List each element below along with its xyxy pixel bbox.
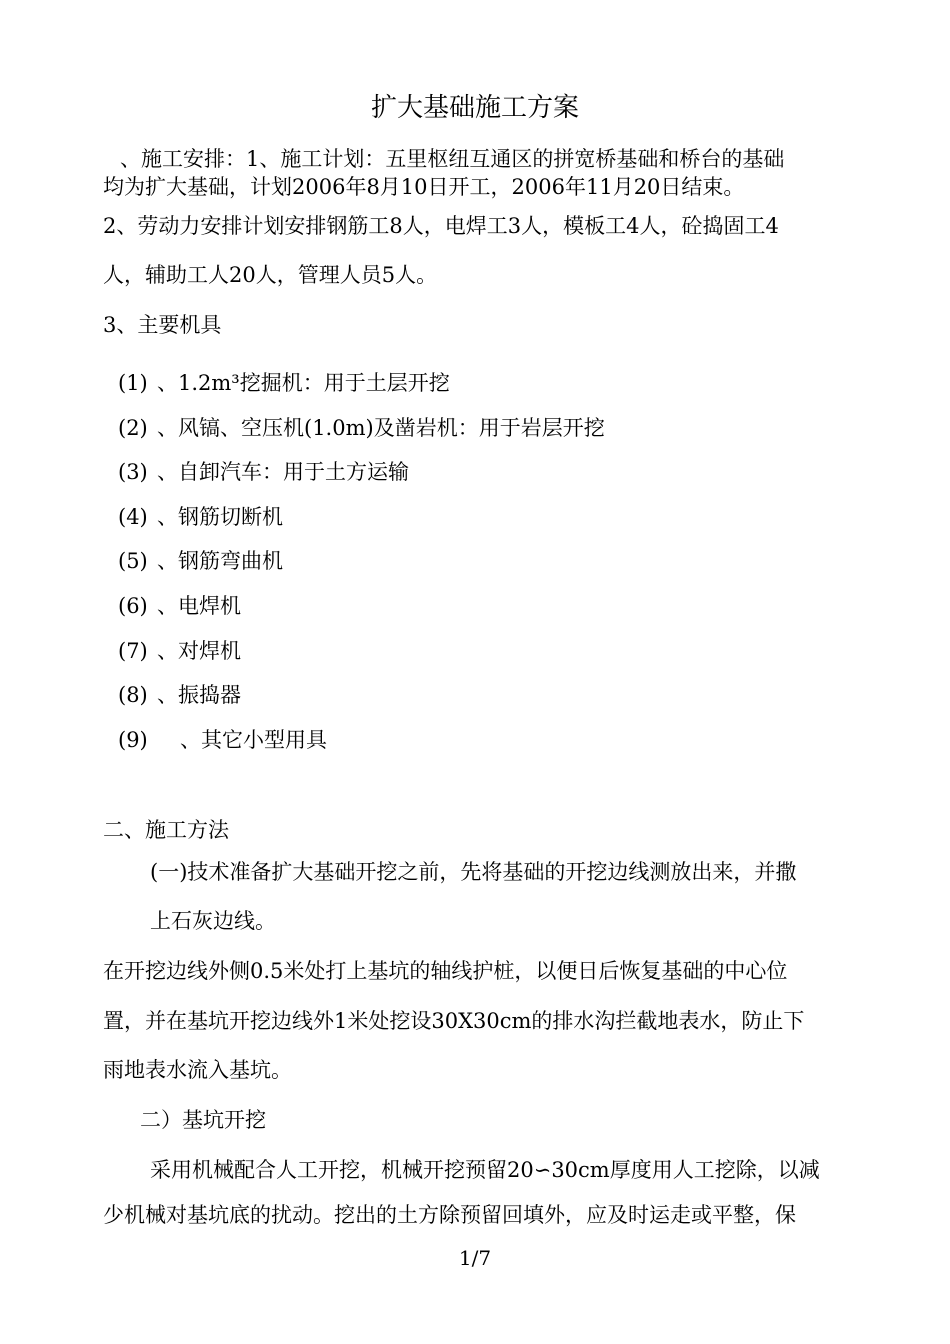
equipment-item-text: 、自卸汽车：用于土方运输 (157, 460, 409, 484)
subsection-heading: 二）基坑开挖 (140, 1108, 266, 1132)
equipment-item-number: (5) (118, 549, 148, 573)
equipment-item-text: 、振捣器 (157, 683, 241, 707)
equipment-item-number: (9) (118, 728, 148, 752)
equipment-item-text: 、风镐、空压机(1.0m)及凿岩机：用于岩层开挖 (157, 416, 605, 440)
equipment-item-number: (8) (118, 683, 148, 707)
construction-plan-line-2: 均为扩大基础，计划2006年8月10日开工，2006年11月20日结束。 (103, 175, 745, 199)
equipment-item-text: 、其它小型用具 (180, 728, 327, 752)
equipment-item-number: (6) (118, 594, 148, 618)
paragraph-line: 在开挖边线外侧0.5米处打上基坑的轴线护桩，以便日后恢复基础的中心位 (103, 959, 788, 983)
page-number: 1/7 (458, 1246, 492, 1270)
equipment-heading: 3、主要机具 (103, 313, 222, 337)
document-title: 扩大基础施工方案 (370, 93, 579, 123)
paragraph-line: 采用机械配合人工开挖，机械开挖预留20∽30cm厚度用人工挖除，以减 (150, 1158, 820, 1182)
labor-plan-line-1: 2、劳动力安排计划安排钢筋工8人，电焊工3人，模板工4人，砼捣固工4 (103, 214, 779, 238)
equipment-item-text: 、电焊机 (157, 594, 241, 618)
section-heading: 二、施工方法 (103, 818, 229, 842)
technical-prep-line-1: (一)技术准备扩大基础开挖之前，先将基础的开挖边线测放出来，并撒 (150, 860, 797, 884)
equipment-item-text: 、对焊机 (157, 639, 241, 663)
equipment-item-number: (1) (118, 371, 148, 395)
labor-plan-line-2: 人，辅助工人20人，管理人员5人。 (103, 263, 438, 287)
technical-prep-line-2: 上石灰边线。 (150, 909, 276, 933)
paragraph-line: 置，并在基坑开挖边线外1米处挖设30X30cm的排水沟拦截地表水，防止下 (103, 1009, 805, 1033)
equipment-item-text: 、钢筋切断机 (157, 505, 283, 529)
paragraph-line: 雨地表水流入基坑。 (103, 1058, 292, 1082)
equipment-item-number: (2) (118, 416, 148, 440)
equipment-item-text: 、1.2m³挖掘机：用于土层开挖 (157, 371, 450, 395)
equipment-item-number: (4) (118, 505, 148, 529)
construction-plan-line-1: 、施工安排：1、施工计划：五里枢纽互通区的拼宽桥基础和桥台的基础 (120, 147, 785, 171)
paragraph-line: 少机械对基坑底的扰动。挖出的土方除预留回填外，应及时运走或平整，保 (103, 1203, 796, 1227)
equipment-item-number: (7) (118, 639, 148, 663)
equipment-item-text: 、钢筋弯曲机 (157, 549, 283, 573)
equipment-item-number: (3) (118, 460, 148, 484)
